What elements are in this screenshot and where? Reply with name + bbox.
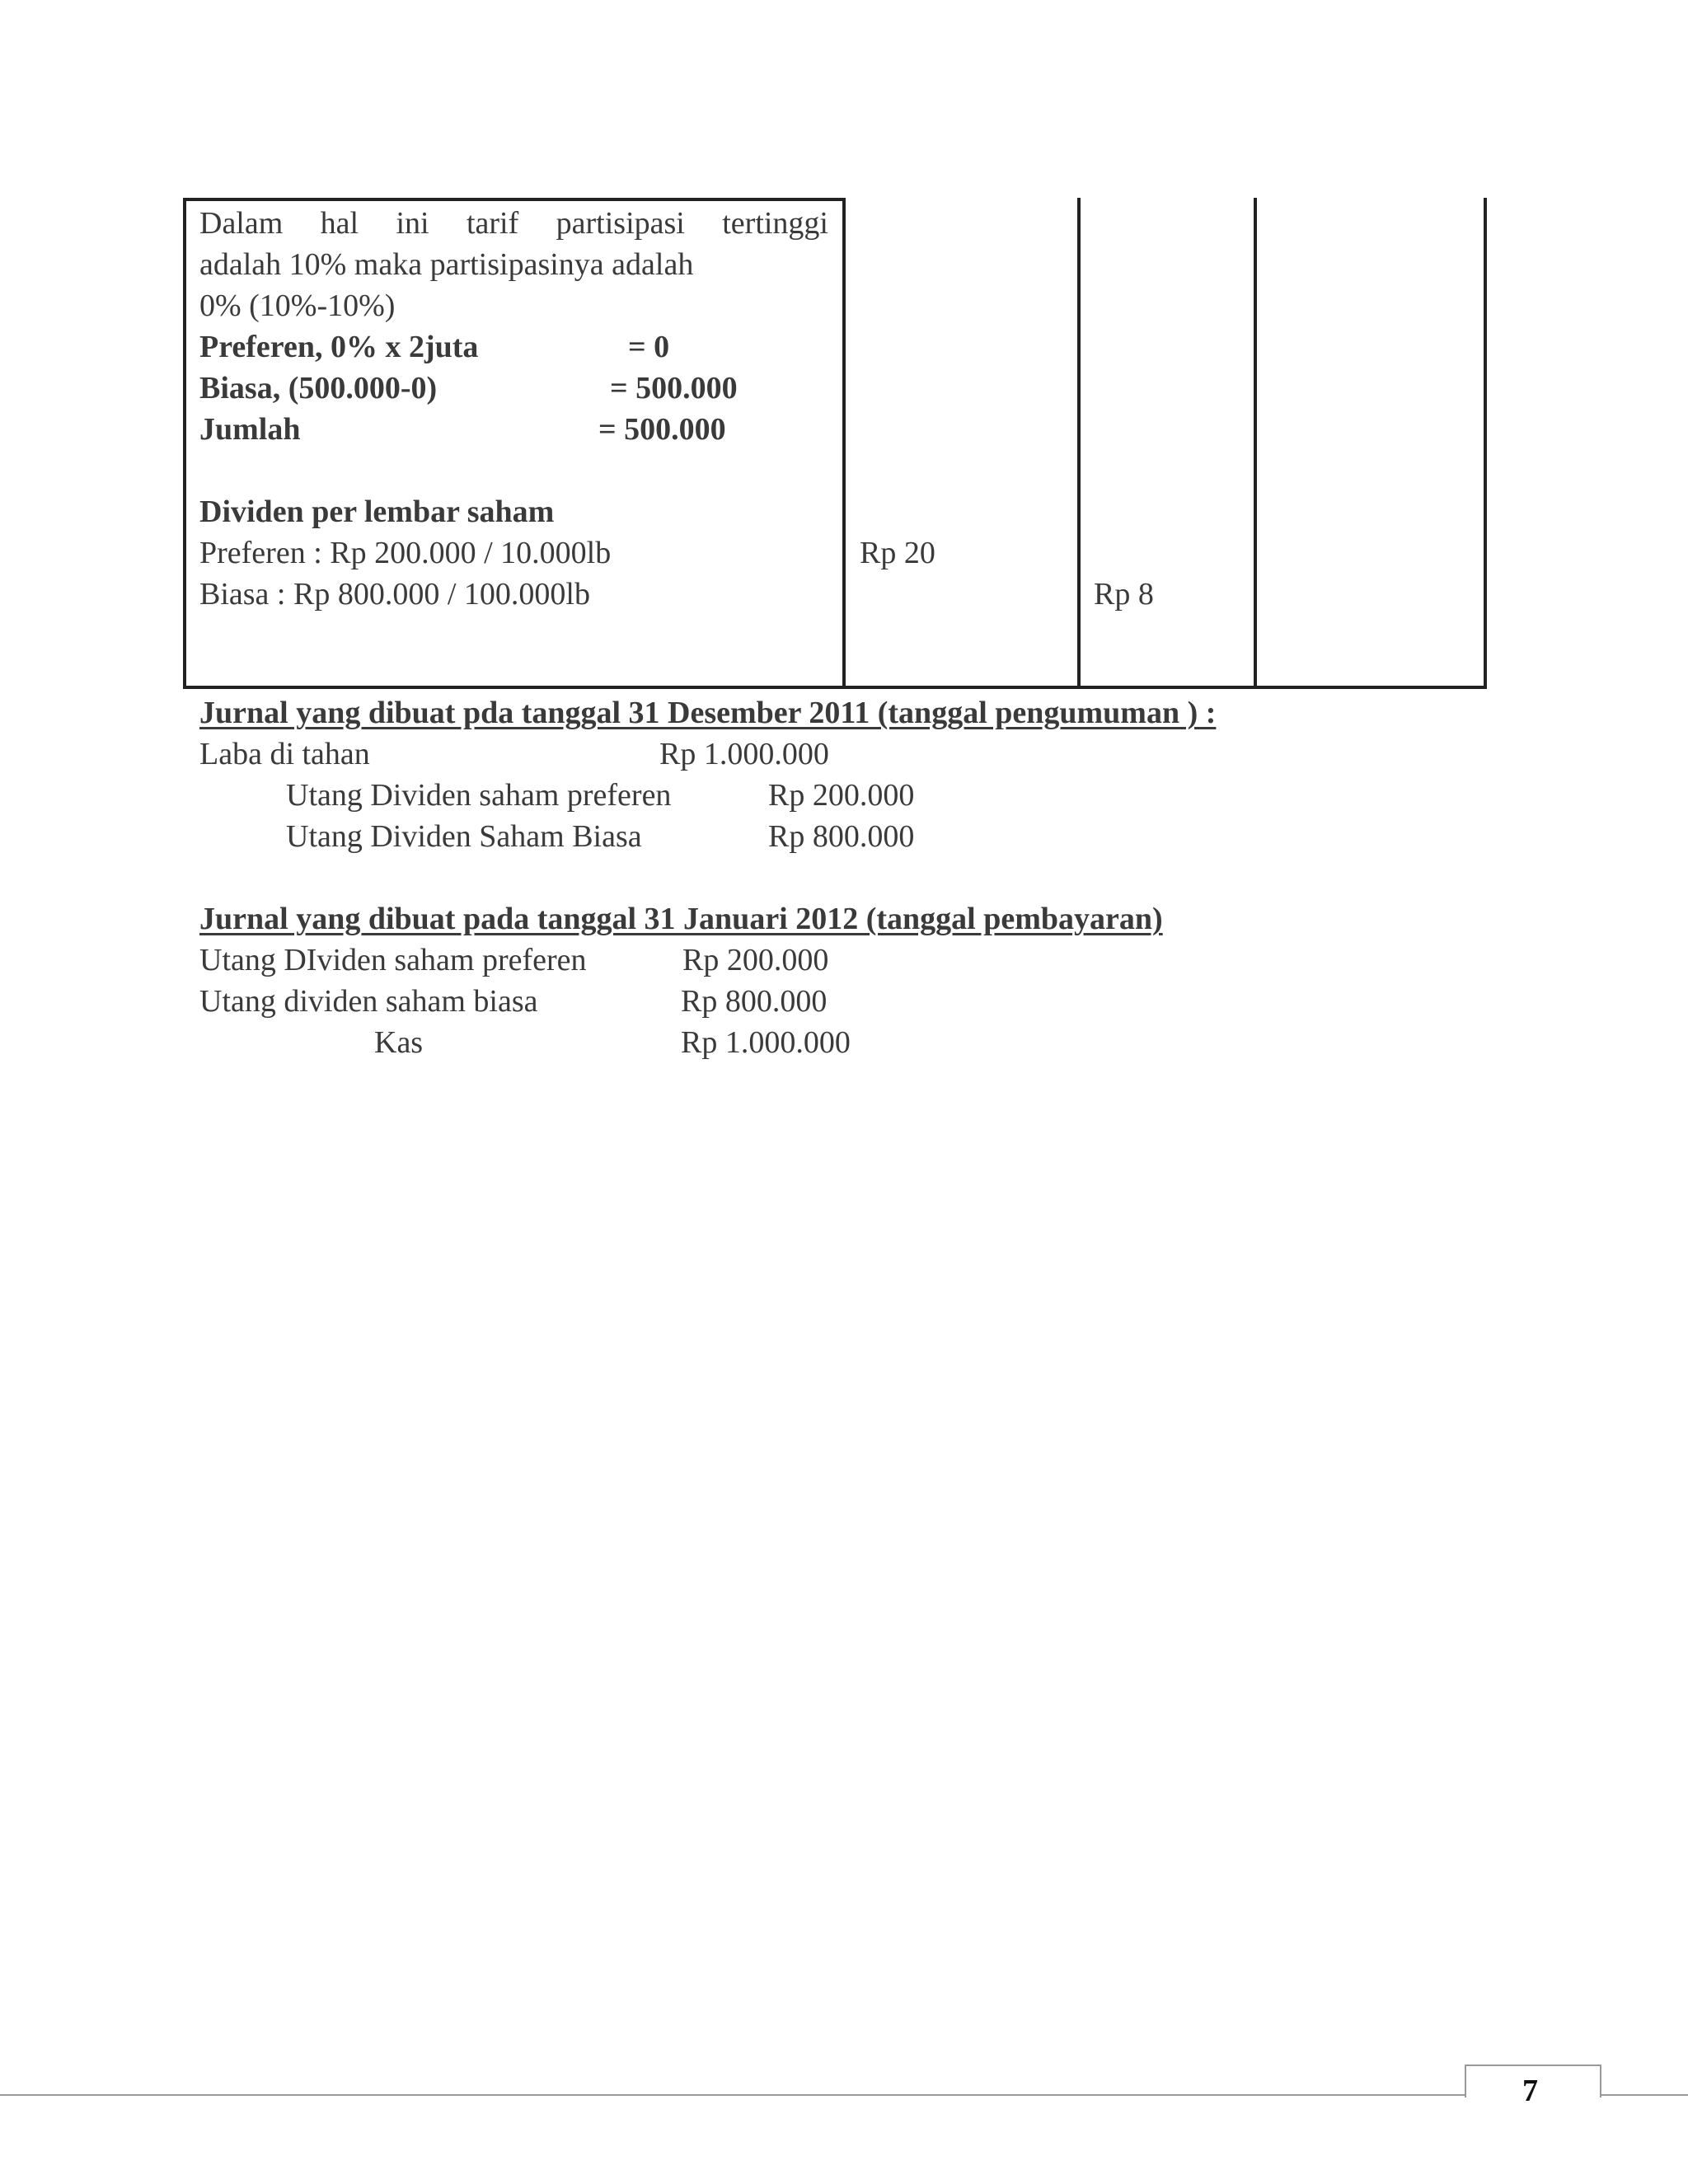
dividend-preferen-line: Preferen : Rp 200.000 / 10.000lb [199,536,612,570]
page-number: 7 [1522,2074,1538,2108]
table-border-left [183,198,186,689]
journal1-entry-2-amount: Rp 200.000 [768,778,915,813]
journal1-entry-2-account: Utang Dividen saham preferen [286,778,672,813]
journal1-entry-3-account: Utang Dividen Saham Biasa [286,819,642,854]
footer-rule-right [1600,2094,1688,2096]
participation-line-1: Dalam hal ini tarif partisipasi tertinggi [199,206,828,241]
calc-row-preferen-label: Preferen, 0% x 2juta [199,330,479,364]
journal2-entry-1-account: Utang DIviden saham preferen [199,943,587,977]
footer-rule-left [0,2094,1465,2096]
journal2-entry-3-amount: Rp 1.000.000 [681,1025,851,1060]
table-border-top [183,198,846,201]
calc-row-biasa-value: = 500.000 [610,371,738,405]
calc-row-jumlah-value: = 500.000 [598,412,726,447]
participation-line-2: adalah 10% maka partisipasinya adalah [199,247,694,282]
journal1-heading: Jurnal yang dibuat pda tanggal 31 Desember 2011 (tanggal pengumuman ) : [199,696,1217,730]
journal2-entry-1-amount: Rp 200.000 [682,943,829,977]
table-divider-3 [1254,198,1257,689]
journal2-heading: Jurnal yang dibuat pada tanggal 31 Januari 2012 (tanggal pembayaran) [199,902,1163,936]
table-border-right [1484,198,1487,689]
table-divider-1 [842,198,846,689]
journal2-entry-3-account: Kas [374,1025,424,1060]
dividend-heading: Dividen per lembar saham [199,494,555,529]
col2-value: Rp 20 [860,536,935,570]
calc-row-biasa-label: Biasa, (500.000-0) [199,371,438,405]
table-divider-2 [1077,198,1081,689]
journal2-entry-2-account: Utang dividen saham biasa [199,984,538,1019]
col3-value: Rp 8 [1094,577,1154,612]
journal1-entry-1-amount: Rp 1.000.000 [659,737,829,771]
calc-row-jumlah-label: Jumlah [199,412,301,447]
journal2-entry-2-amount: Rp 800.000 [681,984,828,1019]
dividend-biasa-line: Biasa : Rp 800.000 / 100.000lb [199,577,590,612]
participation-line-3: 0% (10%-10%) [199,288,396,323]
table-border-bottom [183,686,1487,689]
calc-row-preferen-value: = 0 [628,330,670,364]
journal1-entry-3-amount: Rp 800.000 [768,819,915,854]
journal1-entry-1-account: Laba di tahan [199,737,370,771]
